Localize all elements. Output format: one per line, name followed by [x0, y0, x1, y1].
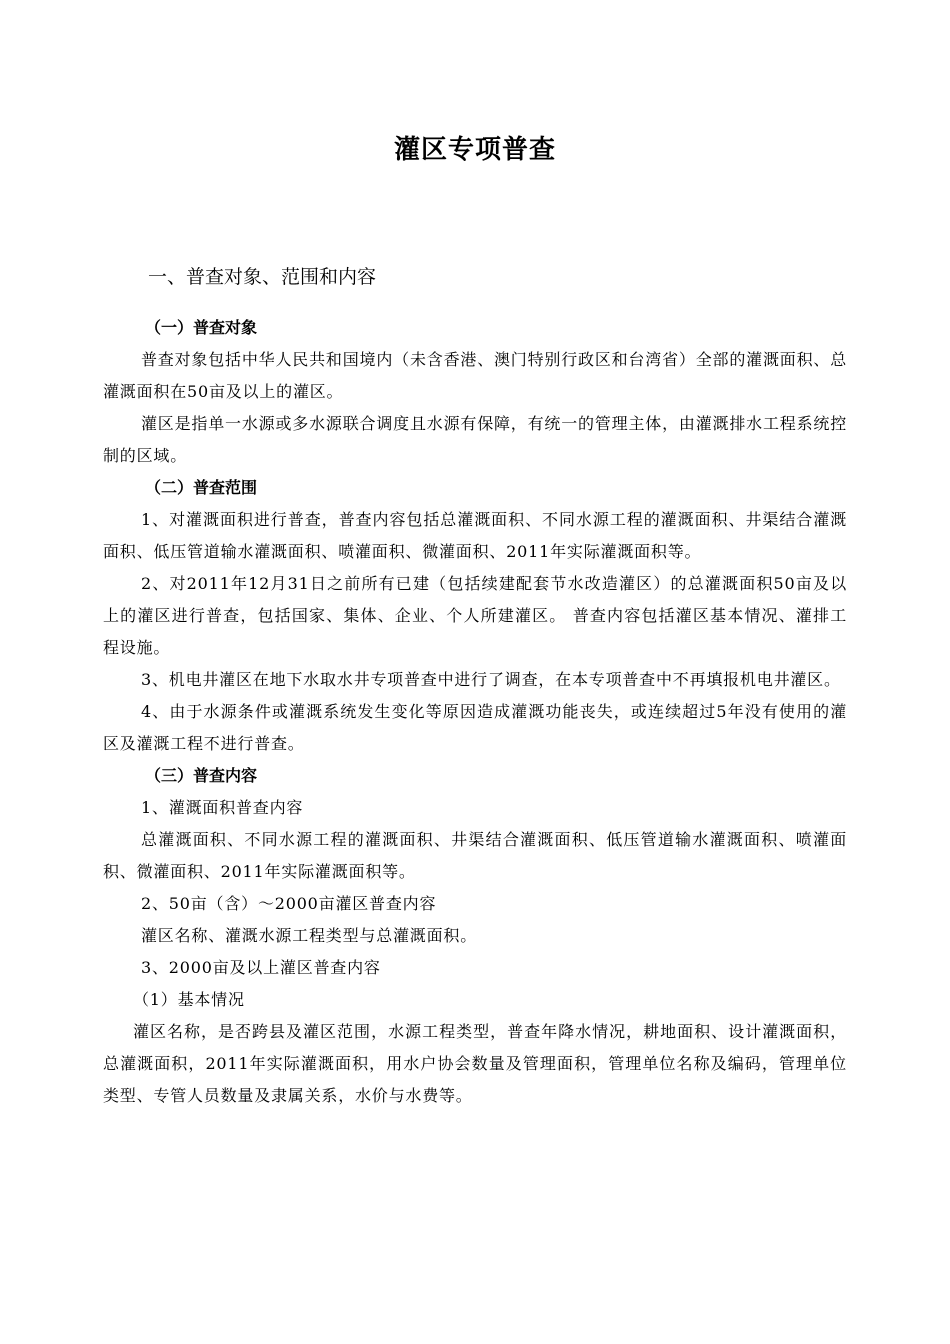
subsection-heading-objects: （一）普查对象 [145, 318, 258, 337]
paragraph-objects-1: 普查对象包括中华人民共和国境内（未含香港、澳门特别行政区和台湾省）全部的灌溉面积、总灌溉面积在50亩及以上的灌区。 [103, 350, 847, 401]
subsection-heading-scope: （二）普查范围 [145, 478, 258, 497]
section-heading-1: 一、普查对象、范围和内容 [148, 266, 377, 288]
paragraph-scope-3: 3、机电井灌区在地下水取水井专项普查中进行了调查，在本专项普查中不再填报机电井灌区。 [141, 670, 841, 689]
content-item-2-text: 灌区名称、灌溉水源工程类型与总灌溉面积。 [141, 926, 478, 945]
content-item-3-sub-title: （1）基本情况 [133, 990, 245, 1009]
content-item-3-title: 3、2000亩及以上灌区普查内容 [141, 958, 381, 977]
content-item-1-title: 1、灌溉面积普查内容 [141, 798, 304, 817]
paragraph-scope-2: 2、对2011年12月31日之前所有已建（包括续建配套节水改造灌区）的总灌溉面积50亩及以上的灌区进行普查，包括国家、集体、企业、个人所建灌区。 普查内容包括灌区基本情况、灌排工程设施。 [103, 574, 847, 657]
paragraph-scope-1: 1、对灌溉面积进行普查，普查内容包括总灌溉面积、不同水源工程的灌溉面积、井渠结合灌溉面积、低压管道输水灌溉面积、喷灌面积、微灌面积、2011年实际灌溉面积等。 [103, 510, 847, 561]
subsection-heading-content: （三）普查内容 [145, 766, 258, 785]
section-1-body [103, 312, 847, 1112]
content-item-2-title: 2、50亩（含）～2000亩灌区普查内容 [141, 894, 437, 913]
paragraph-objects-2: 灌区是指单一水源或多水源联合调度且水源有保障，有统一的管理主体，由灌溉排水工程系统控制的区域。 [103, 414, 847, 465]
document-title: 灌区专项普查 [393, 135, 556, 165]
paragraph-scope-4: 4、由于水源条件或灌溉系统发生变化等原因造成灌溉功能丧失，或连续超过5年没有使用的灌区及灌溉工程不进行普查。 [103, 702, 847, 753]
content-item-3-sub-text: 灌区名称，是否跨县及灌区范围，水源工程类型，普查年降水情况，耕地面积、设计灌溉面积，总灌溉面积，2011年实际灌溉面积，用水户协会数量及管理面积，管理单位名称及编码，管理单位类型、专管人员数量及隶属关系，水价与水费等。 [103, 1022, 847, 1105]
content-item-1-text: 总灌溉面积、不同水源工程的灌溉面积、井渠结合灌溉面积、低压管道输水灌溉面积、喷灌面积、微灌面积、2011年实际灌溉面积等。 [103, 830, 847, 881]
